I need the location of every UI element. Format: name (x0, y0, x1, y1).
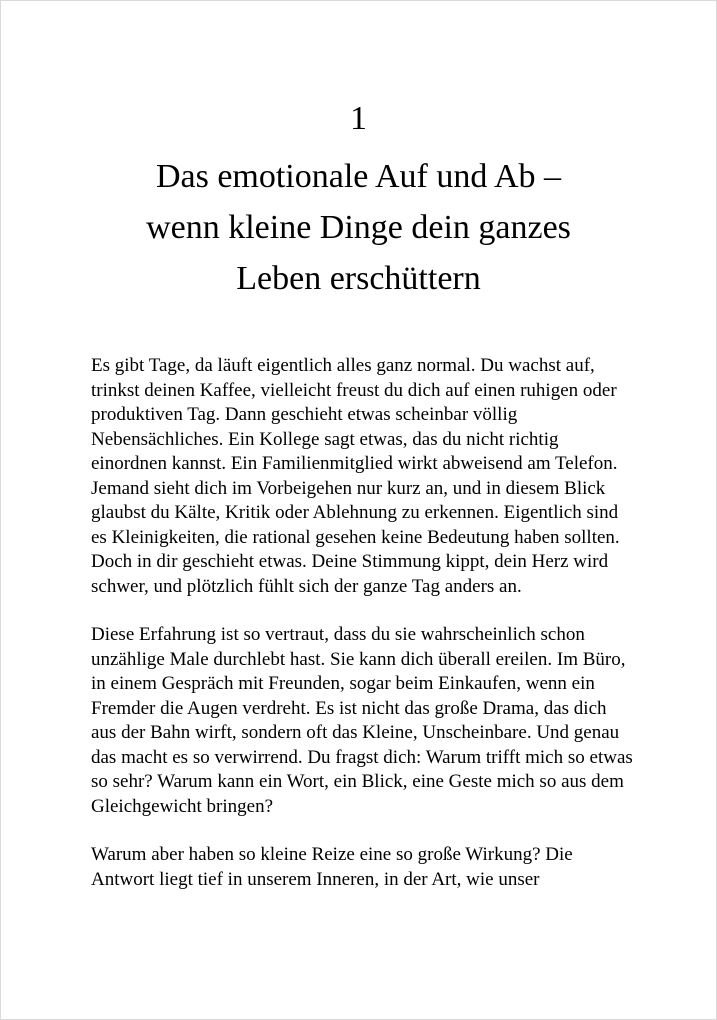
chapter-body (91, 354, 636, 892)
chapter-title-line: wenn kleine Dinge dein ganzes (146, 209, 571, 246)
paragraph: Diese Erfahrung ist so vertraut, dass du sie wahrscheinlich schon unzählige Male durchlebt hast. Sie kann dich überall ereilen. Im Büro, in einem Gespräch mit Freunden, sogar beim Einkaufen, wenn ein Fremder die Augen verdreht. Es ist nicht das große Drama, das dich aus der Bahn wirft, sondern oft das Kleine, Unscheinbare. Und genau das macht es so verwirrend. Du fragst dich: Warum trifft mich so etwas so sehr? Warum kann ein Wort, ein Blick, eine Geste mich so aus dem Gleichgewicht bringen? (91, 624, 633, 817)
chapter-number: 1 (350, 100, 367, 137)
chapter-title-line: Leben erschüttern (236, 260, 481, 297)
paragraph: Es gibt Tage, da läuft eigentlich alles ganz normal. Du wachst auf, trinkst deinen Kaffee, vielleicht freust du dich auf einen ruhigen oder produktiven Tag. Dann geschieht etwas scheinbar völlig Nebensächliches. Ein Kollege sagt etwas, das du nicht richtig einordnen kannst. Ein Familienmitglied wirkt abweisend am Telefon. Jemand sieht dich im Vorbeigehen nur kurz an, und in diesem Blick glaubst du Kälte, Kritik oder Ablehnung zu erkennen. Eigentlich sind es Kleinigkeiten, die rational gesehen keine Bedeutung haben sollten. Doch in dir geschieht etwas. Deine Stimmung kippt, dein Herz wird schwer, und plötzlich fühlt sich der ganze Tag anders an. (91, 355, 620, 597)
paragraph: Warum aber haben so kleine Reize eine so große Wirkung? Die Antwort liegt tief in unserem Inneren, in der Art, wie unser (91, 844, 573, 890)
chapter-title (79, 151, 639, 304)
chapter-title-line: Das emotionale Auf und Ab – (155, 158, 562, 195)
